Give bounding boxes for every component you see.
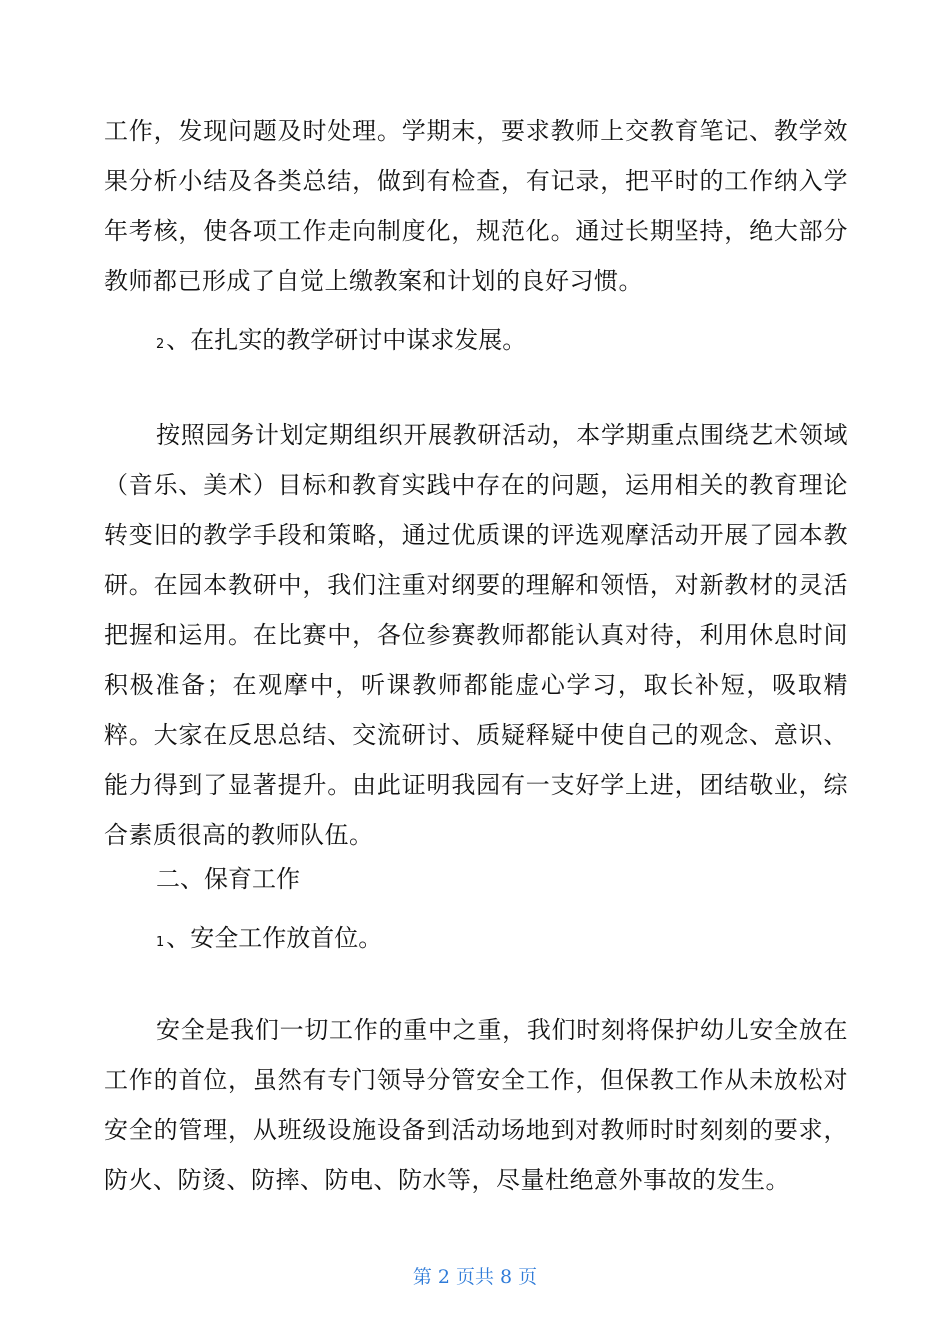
subheading-teaching-research: [156, 315, 526, 370]
subheading-text: 、在扎实的教学研讨中谋求发展。: [166, 326, 527, 354]
paragraph-teaching-research: 按照园务计划定期组织开展教研活动，本学期重点围绕艺术领域（音乐、美术）目标和教育实践中存在的问题，运用相关的教育理论转变旧的教学手段和策略，通过优质课的评选观摩活动开展了园本教研。在园本教研中，我们注重对纲要的理解和领悟，对新教材的灵活把握和运用。在比赛中，各位参赛教师都能认真对待，利用休息时间积极准备；在观摩中，听课教师都能虚心学习，取长补短，吸取精粹。大家在反思总结、交流研讨、质疑释疑中使自己的观念、意识、能力得到了显著提升。由此证明我园有一支好学上进，团结敬业，综合素质很高的教师队伍。: [104, 421, 848, 849]
page-number-footer: 第 2 页共 8 页: [412, 1266, 538, 1288]
subheading-number: 2: [156, 337, 165, 352]
section-heading-childcare: 二、保育工作: [156, 865, 300, 893]
paragraph-teaching-records: 工作，发现问题及时处理。学期末，要求教师上交教育笔记、教学效果分析小结及各类总结，做到有检查，有记录，把平时的工作纳入学年考核，使各项工作走向制度化，规范化。通过长期坚持，绝大部分教师都已形成了自觉上缴教案和计划的良好习惯。: [104, 117, 848, 295]
subheading-safety-first: [156, 913, 382, 968]
subheading-number: 1: [156, 935, 165, 950]
paragraph-safety: 安全是我们一切工作的重中之重，我们时刻将保护幼儿安全放在工作的首位，虽然有专门领导分管安全工作，但保教工作从未放松对安全的管理，从班级设施设备到活动场地到对教师时时刻刻的要求，防火、防烫、防摔、防电、防水等，尽量杜绝意外事故的发生。: [104, 1016, 848, 1194]
subheading-text: 、安全工作放首位。: [166, 924, 383, 952]
